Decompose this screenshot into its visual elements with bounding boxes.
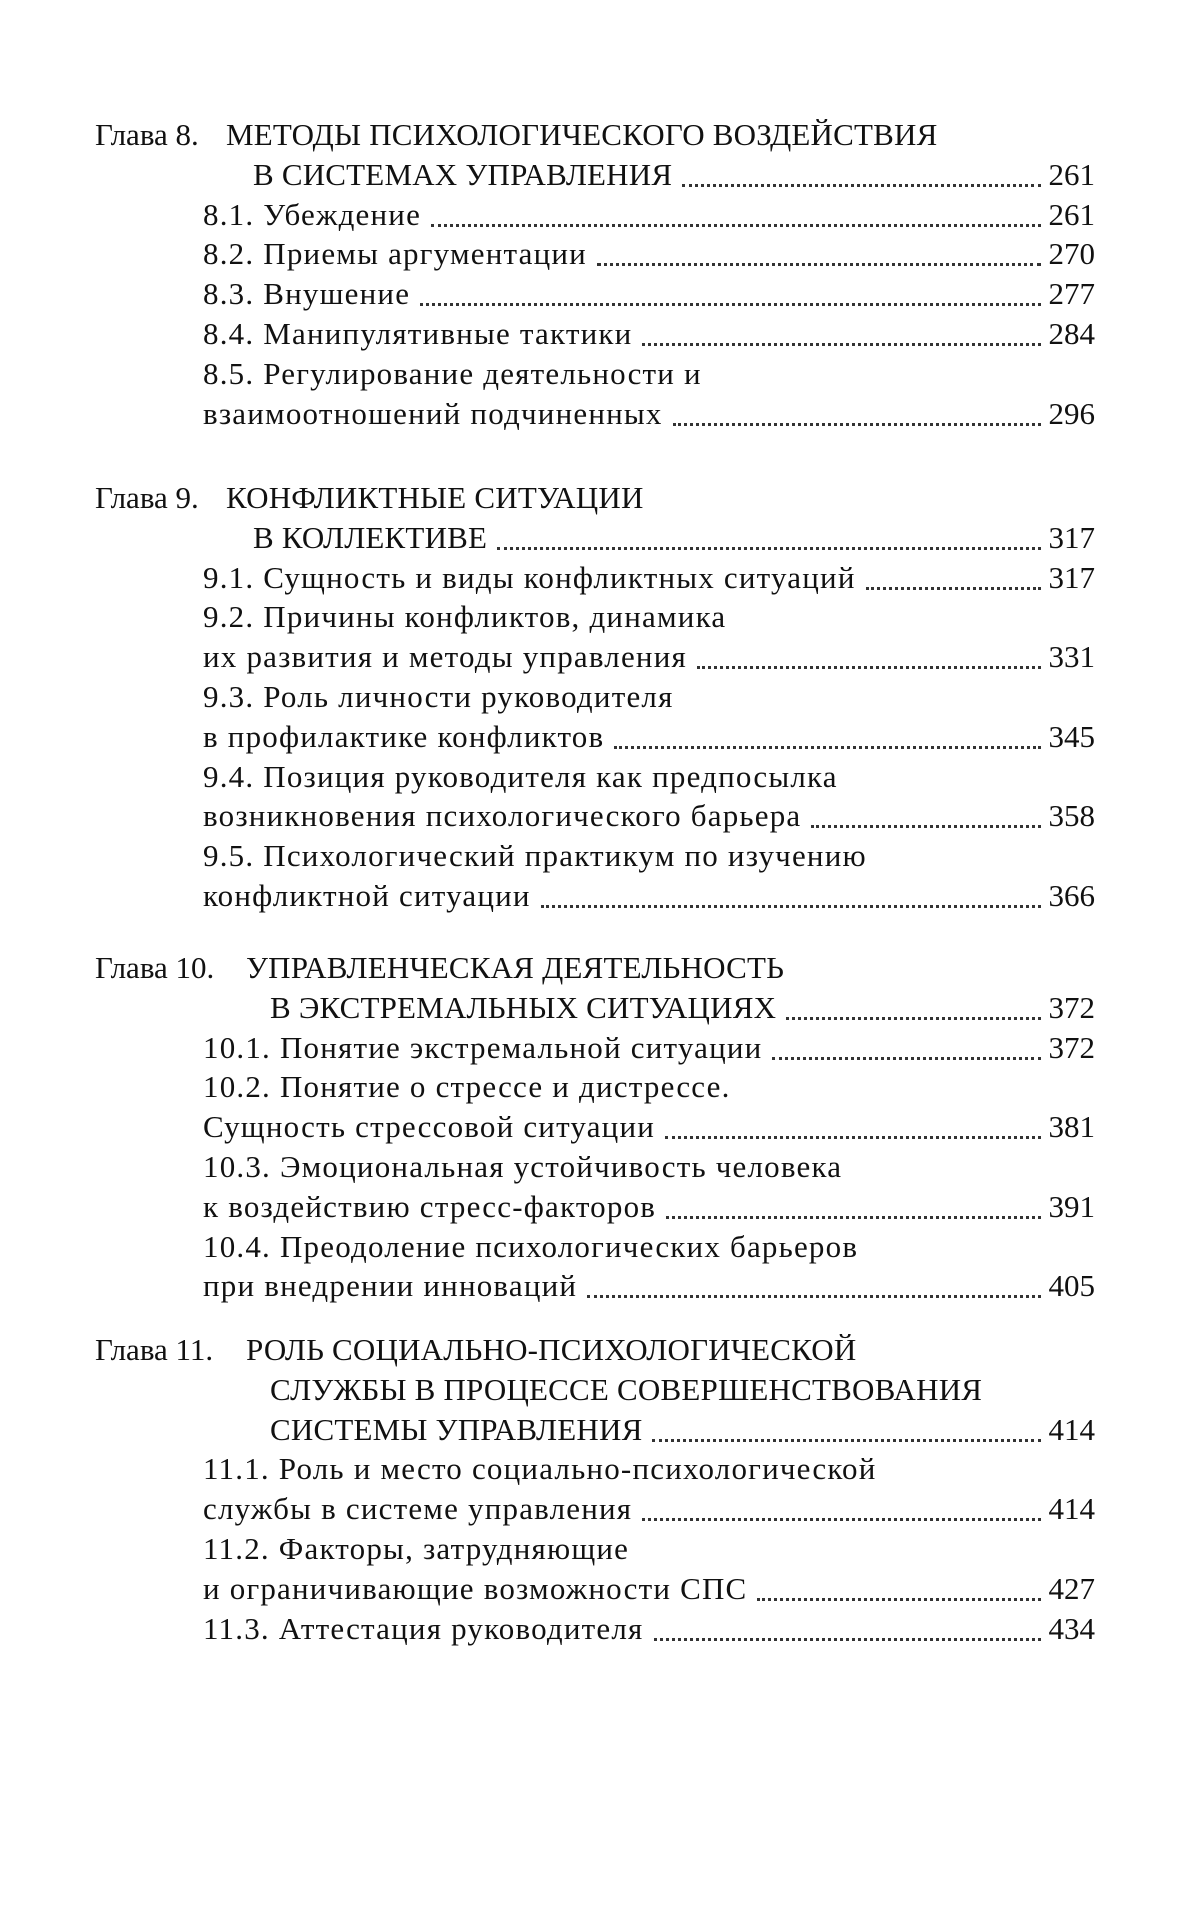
chapter-title-line	[0, 1370, 1200, 1410]
chapter-title: РОЛЬ СОЦИАЛЬНО-ПСИХОЛОГИЧЕСКОЙ	[246, 1332, 857, 1367]
dot-leader	[597, 263, 1041, 266]
chapter-title: В КОЛЛЕКТИВЕ	[253, 519, 488, 555]
section-title: службы в системе управления	[203, 1491, 633, 1527]
section-entry-line	[0, 677, 1200, 717]
section-entry-line	[0, 717, 1200, 757]
section-title: 8.1. Убеждение	[203, 196, 422, 232]
section-entry-line	[0, 1187, 1200, 1227]
section-title: 10.2. Понятие о стрессе и дистрессе.	[203, 1069, 731, 1105]
page-number: 277	[1048, 276, 1095, 312]
section-title: 11.2. Факторы, затрудняющие	[203, 1531, 630, 1566]
section-entry-line	[0, 1529, 1200, 1569]
chapter-title-line	[0, 1330, 1200, 1370]
chapter-title-line	[0, 988, 1200, 1028]
section-title: 10.1. Понятие экстремальной ситуации	[203, 1029, 763, 1065]
chapter-prefix: Глава 8.	[95, 117, 199, 152]
section-entry-line	[0, 274, 1200, 314]
chapter-title-line	[0, 948, 1200, 988]
section-title: при внедрении инноваций	[203, 1268, 578, 1304]
section-title: конфликтной ситуации	[203, 878, 531, 913]
section-entry-line	[0, 354, 1200, 394]
dot-leader	[587, 1295, 1040, 1298]
chapter-title: В ЭКСТРЕМАЛЬНЫХ СИТУАЦИЯХ	[270, 989, 777, 1025]
section-entry-line	[0, 1067, 1200, 1107]
page-number: 284	[1048, 316, 1095, 351]
section-entry-line	[0, 195, 1200, 235]
chapter-title: В СИСТЕМАХ УПРАВЛЕНИЯ	[253, 156, 673, 192]
section-title: 8.2. Приемы аргументации	[203, 236, 587, 272]
section-title: 8.3. Внушение	[203, 276, 411, 312]
page-number: 405	[1048, 1268, 1095, 1304]
page-number: 427	[1048, 1570, 1095, 1606]
section-title: 9.5. Психологический практикум по изучению	[203, 838, 867, 874]
dot-leader	[420, 303, 1040, 306]
chapter-title-line	[0, 115, 1200, 155]
section-entry-line	[0, 637, 1200, 677]
page-number: 261	[1048, 156, 1095, 192]
page-number: 317	[1048, 559, 1095, 595]
section-title: к воздействию стресс-факторов	[203, 1188, 657, 1224]
section-title: 8.5. Регулирование деятельности и	[203, 355, 702, 391]
dot-leader	[614, 746, 1040, 749]
section-entry-line	[0, 1107, 1200, 1147]
dot-leader	[541, 905, 1041, 908]
dot-leader	[652, 1439, 1040, 1442]
page-number: 434	[1048, 1610, 1095, 1646]
page-number: 261	[1048, 196, 1095, 232]
chapter-title-line	[0, 1410, 1200, 1450]
page-number: 372	[1048, 989, 1095, 1025]
section-entry-line	[0, 1569, 1200, 1609]
page-number: 414	[1048, 1411, 1095, 1447]
section-entry-line	[0, 836, 1200, 876]
page-number: 270	[1048, 236, 1095, 272]
section-entry-line	[0, 1609, 1200, 1649]
section-title: взаимоотношений подчиненных	[203, 395, 663, 431]
section-title: 10.4. Преодоление психологических барьеров	[203, 1228, 859, 1264]
chapter-title: МЕТОДЫ ПСИХОЛОГИЧЕСКОГО ВОЗДЕЙСТВИЯ	[226, 117, 938, 152]
page-number: 414	[1048, 1491, 1095, 1527]
section-entry-line	[0, 876, 1200, 916]
section-entry-line	[0, 1266, 1200, 1306]
section-entry-line	[0, 1028, 1200, 1068]
section-title: 9.1. Сущность и виды конфликтных ситуаций	[203, 559, 856, 595]
section-title: их развития и методы управления	[203, 639, 687, 675]
section-title: 9.2. Причины конфликтов, динамика	[203, 599, 727, 635]
page-number: 345	[1048, 718, 1095, 754]
section-title: 11.1. Роль и место социально-психологической	[203, 1451, 877, 1487]
page-number: 358	[1048, 798, 1095, 834]
section-title: 8.4. Манипулятивные тактики	[203, 316, 633, 351]
section-entry-line	[0, 597, 1200, 637]
dot-leader	[431, 224, 1040, 227]
chapter-title: КОНФЛИКТНЫЕ СИТУАЦИИ	[226, 480, 644, 515]
page-number: 366	[1048, 878, 1095, 913]
section-entry-line	[0, 796, 1200, 836]
chapter-title: СЛУЖБЫ В ПРОЦЕССЕ СОВЕРШЕНСТВОВАНИЯ	[270, 1371, 983, 1407]
page-number: 391	[1048, 1188, 1095, 1224]
section-entry-line	[0, 1147, 1200, 1187]
page-number: 317	[1048, 519, 1095, 555]
dot-leader	[642, 1518, 1040, 1521]
section-entry-line	[0, 558, 1200, 598]
page-number: 331	[1048, 639, 1095, 675]
section-entry-line	[0, 1449, 1200, 1489]
section-entry-line	[0, 314, 1200, 354]
page-number: 296	[1048, 395, 1095, 431]
dot-leader	[642, 343, 1040, 346]
section-title: в профилактике конфликтов	[203, 718, 605, 754]
chapter-title-line	[0, 478, 1200, 518]
chapter-title-line	[0, 518, 1200, 558]
chapter-title-line	[0, 155, 1200, 195]
chapter-prefix: Глава 11.	[95, 1332, 214, 1367]
section-title: и ограничивающие возможности СПС	[203, 1570, 748, 1606]
section-entry-line	[0, 757, 1200, 797]
chapter-title: СИСТЕМЫ УПРАВЛЕНИЯ	[270, 1411, 643, 1447]
section-title: 9.4. Позиция руководителя как предпосылка	[203, 758, 838, 794]
section-title: Сущность стрессовой ситуации	[203, 1109, 656, 1145]
section-title: возникновения психологического барьера	[203, 798, 802, 834]
section-entry-line	[0, 1227, 1200, 1267]
section-entry-line	[0, 394, 1200, 434]
section-title: 11.3. Аттестация руководителя	[203, 1610, 644, 1646]
section-entry-line	[0, 234, 1200, 274]
page-number: 381	[1048, 1109, 1095, 1145]
section-entry-line	[0, 1489, 1200, 1529]
section-title: 9.3. Роль личности руководителя	[203, 679, 674, 714]
section-title: 10.3. Эмоциональная устойчивость человека	[203, 1149, 843, 1184]
dot-leader	[654, 1638, 1041, 1641]
page-number: 372	[1048, 1029, 1095, 1065]
chapter-prefix: Глава 10.	[95, 950, 215, 985]
chapter-title: УПРАВЛЕНЧЕСКАЯ ДЕЯТЕЛЬНОСТЬ	[246, 950, 785, 985]
dot-leader	[497, 547, 1040, 550]
chapter-prefix: Глава 9.	[95, 480, 199, 515]
